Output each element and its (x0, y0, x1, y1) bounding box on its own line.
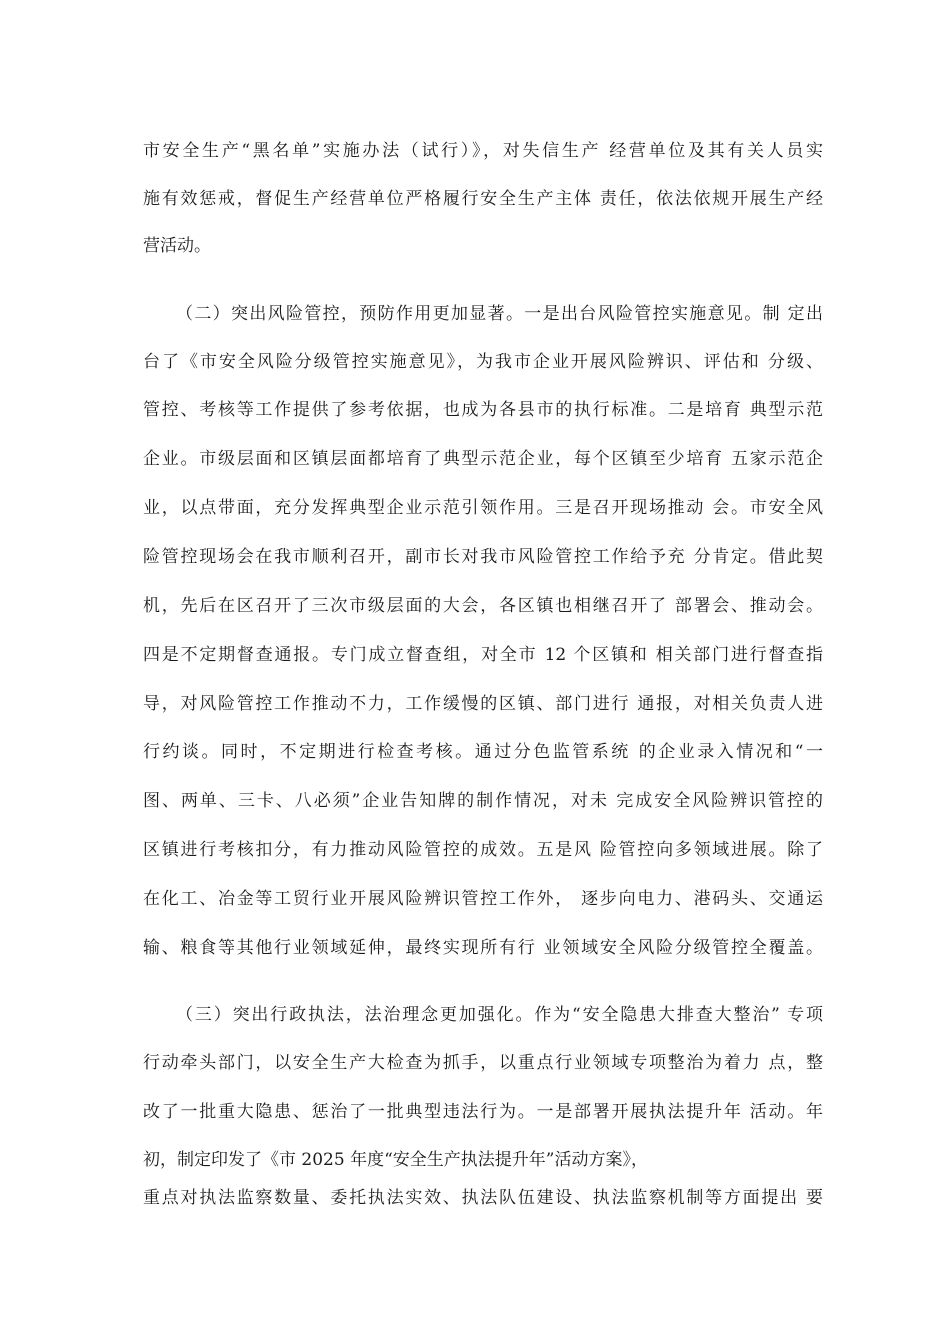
text-line: 市安全生产“黑名单”实施办法（试行）》，对失信生产 经营单位及其有关人员实 (143, 141, 823, 161)
text-line: 初，制定印发了《市 2025 年度“安全生产执法提升年”活动方案》， (143, 1150, 648, 1170)
text-line: 图、两单、三卡、八必须”企业告知牌的制作情况，对未 完成安全风险辨识管控的 (143, 791, 823, 811)
text-line: 在化工、冶金等工贸行业开展风险辨识管控工作外， 逐步向电力、港码头、交通运 (143, 889, 823, 909)
text-line: 业，以点带面，充分发挥典型企业示范引领作用。三是召开现场推动 会。市安全风 (143, 498, 823, 518)
text-line: 营活动。 (143, 236, 211, 256)
text-line: 企业。市级层面和区镇层面都培育了典型示范企业，每个区镇至少培育 五家示范企 (143, 449, 823, 469)
paragraph-start-line: （二）突出风险管控，预防作用更加显著。一是出台风险管控实施意见。制 定出 (176, 304, 823, 324)
text-line: 改了一批重大隐患、惩治了一批典型违法行为。一是部署开展执法提升年 活动。年 (143, 1102, 823, 1122)
text-line: 行动牵头部门，以安全生产大检查为抓手，以重点行业领域专项整治为着力 点，整 (143, 1053, 823, 1073)
text-line: 管控、考核等工作提供了参考依据，也成为各县市的执行标准。二是培育 典型示范 (143, 400, 823, 420)
text-line: 四是不定期督查通报。专门成立督查组，对全市 12 个区镇和 相关部门进行督查指 (143, 645, 823, 665)
text-line: 区镇进行考核扣分，有力推动风险管控的成效。五是风 险管控向多领域进展。除了 (143, 840, 823, 860)
text-line: 行约谈。同时，不定期进行检查考核。通过分色监管系统 的企业录入情况和“一 (143, 742, 823, 762)
text-line: 输、粮食等其他行业领域延伸，最终实现所有行 业领域安全风险分级管控全覆盖。 (143, 938, 823, 958)
text-line: 台了《市安全风险分级管控实施意见》，为我市企业开展风险辨识、评估和 分级、 (143, 352, 823, 372)
paragraph-start-line: （三）突出行政执法，法治理念更加强化。作为“安全隐患大排查大整治” 专项 (176, 1005, 823, 1025)
text-line: 险管控现场会在我市顺利召开，副市长对我市风险管控工作给予充 分肯定。借此契 (143, 547, 823, 567)
text-line: 施有效惩戒，督促生产经营单位严格履行安全生产主体 责任，依法依规开展生产经 (143, 189, 823, 209)
text-line: 机，先后在区召开了三次市级层面的大会，各区镇也相继召开了 部署会、推动会。 (143, 596, 823, 616)
text-line: 导，对风险管控工作推动不力，工作缓慢的区镇、部门进行 通报，对相关负责人进 (143, 694, 823, 714)
text-line: 重点对执法监察数量、委托执法实效、执法队伍建设、执法监察机制等方面提出 要 (143, 1188, 823, 1208)
